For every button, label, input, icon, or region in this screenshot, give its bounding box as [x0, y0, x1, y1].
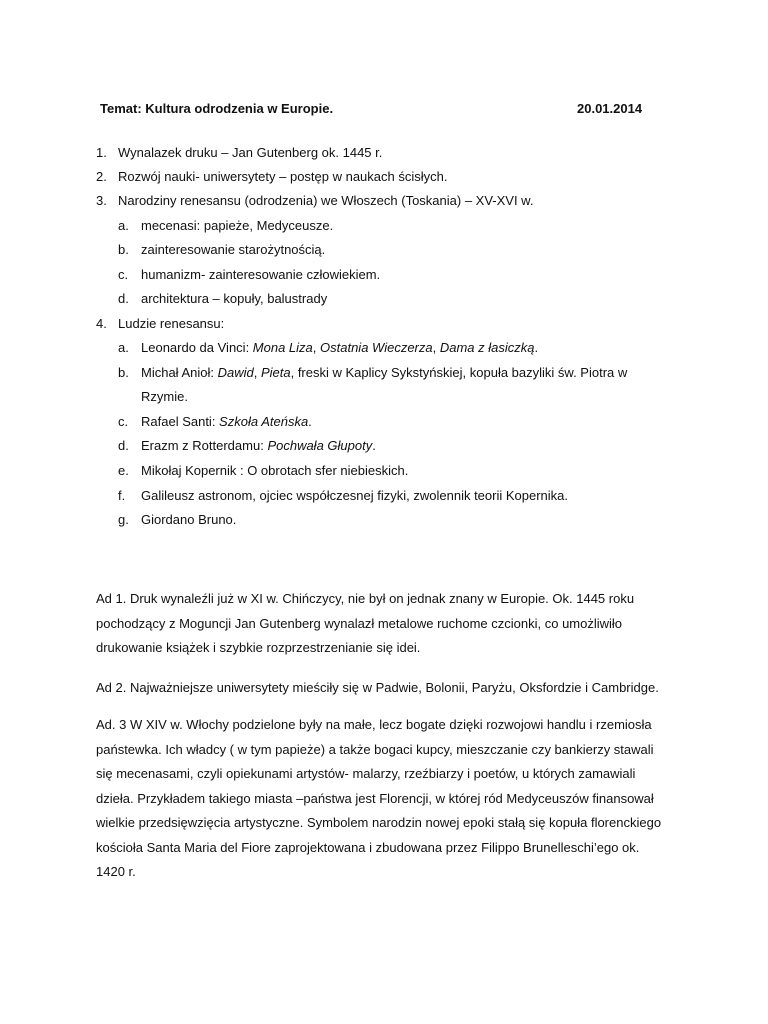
- sub-list-text: zainteresowanie starożytnością.: [141, 242, 326, 257]
- list-number: 3.: [96, 193, 107, 208]
- artwork-title: Szkoła Ateńska: [219, 414, 309, 429]
- list-text: Wynalazek druku – Jan Gutenberg ok. 1445 r.: [118, 145, 383, 160]
- separator: ,: [253, 365, 261, 380]
- artwork-title: Pochwała Głupoty: [267, 438, 373, 453]
- sub-list-text: humanizm- zainteresowanie człowiekiem.: [141, 267, 381, 282]
- person-name: Leonardo da Vinci:: [141, 340, 253, 355]
- artwork-title: Dama z łasiczką: [439, 340, 535, 355]
- punctuation: .: [534, 340, 539, 355]
- separator: ,: [432, 340, 440, 355]
- sub-list-letter: c.: [118, 414, 129, 429]
- sub-list-text: Mikołaj Kopernik : O obrotach sfer niebieskich.: [141, 463, 409, 478]
- sub-list-text: Galileusz astronom, ojciec współczesnej fizyki, zwolennik teorii Kopernika.: [141, 488, 569, 503]
- sub-list-text: [141, 414, 312, 429]
- sub-list-letter: c.: [118, 267, 129, 282]
- artwork-title: Mona Liza: [252, 340, 313, 355]
- sub-list-text: [141, 340, 538, 355]
- sub-list-letter: b.: [118, 242, 129, 257]
- sub-list-text: Giordano Bruno.: [141, 512, 237, 527]
- artwork-rest: , freski w Kaplicy Sykstyńskiej, kopuła bazyliki św. Piotra w: [290, 365, 628, 380]
- paragraph-ad3: Ad. 3 W XIV w. Włochy podzielone były na małe, lecz bogate dzięki rozwojowi handlu i rzemiosła państewka. Ich władcy ( w tym papieże) a także bogaci kupcy, mieszczanie czy bankierzy stawali się mecenasami, czyli opiekunami artystów- malarzy, rzeźbiarzy i poetów, u których zamawiali dzieła. Przykładem takiego miasta –państwa jest Florencji, w której ród Medyceuszów finansował wielkie przedsięwzięcia artystyczne. Symbolem narodzin nowej epoki stałą się kopuła florenckiego kościoła Santa Maria del Fiore zaprojektowana i zbudowana przez Filippo Brunelleschi’ego ok. 1420 r.: [96, 717, 662, 879]
- separator: ,: [312, 340, 321, 355]
- artwork-title: Ostatnia Wieczerza: [320, 340, 433, 355]
- person-name: Erazm z Rotterdamu:: [141, 438, 268, 453]
- artwork-title: Pieta: [260, 365, 291, 380]
- punctuation: .: [372, 438, 376, 453]
- list-number: 4.: [96, 316, 107, 331]
- sub-list-letter: a.: [118, 340, 129, 355]
- sub-list-letter: d.: [118, 438, 129, 453]
- sub-list-letter: b.: [118, 365, 129, 380]
- sub-list-letter: a.: [118, 218, 129, 233]
- paragraph-ad1: Ad 1. Druk wynaleźli już w XI w. Chińczycy, nie był on jednak znany w Europie. Ok. 1445 roku pochodzący z Moguncji Jan Gutenberg wynalazł metalowe ruchome czcionki, co umożliwiło drukowanie książek i szybkie rozprzestrzenianie się idei.: [96, 591, 635, 655]
- list-text: Rozwój nauki- uniwersytety – postęp w naukach ścisłych.: [118, 169, 448, 184]
- paragraph-ad2: Ad 2. Najważniejsze uniwersytety mieściły się w Padwie, Bolonii, Paryżu, Oksfordzie i Cambridge.: [96, 680, 659, 695]
- sub-list-letter: d.: [118, 291, 129, 306]
- person-name: Rafael Santi:: [141, 414, 220, 429]
- list-number: 1.: [96, 145, 107, 160]
- list-number: 2.: [96, 169, 107, 184]
- sub-list-text: mecenasi: papieże, Medyceusze.: [141, 218, 334, 233]
- sub-list-letter: e.: [118, 463, 129, 478]
- sub-list-text: architektura – kopuły, balustrady: [141, 291, 328, 306]
- list-text: Ludzie renesansu:: [118, 316, 225, 331]
- sub-list-text: [141, 438, 376, 453]
- punctuation: .: [308, 414, 312, 429]
- list-text: Narodziny renesansu (odrodzenia) we Włoszech (Toskania) – XV-XVI w.: [118, 193, 534, 208]
- lesson-date: 20.01.2014: [577, 101, 643, 116]
- artwork-title: Dawid: [217, 365, 254, 380]
- sub-list-text: [141, 365, 627, 380]
- lesson-title: Temat: Kultura odrodzenia w Europie.: [100, 101, 334, 116]
- person-name: Michał Anioł:: [141, 365, 218, 380]
- sub-list-letter: g.: [118, 512, 129, 527]
- sub-list-letter: f.: [118, 488, 126, 503]
- sub-list-continuation: Rzymie.: [141, 389, 188, 404]
